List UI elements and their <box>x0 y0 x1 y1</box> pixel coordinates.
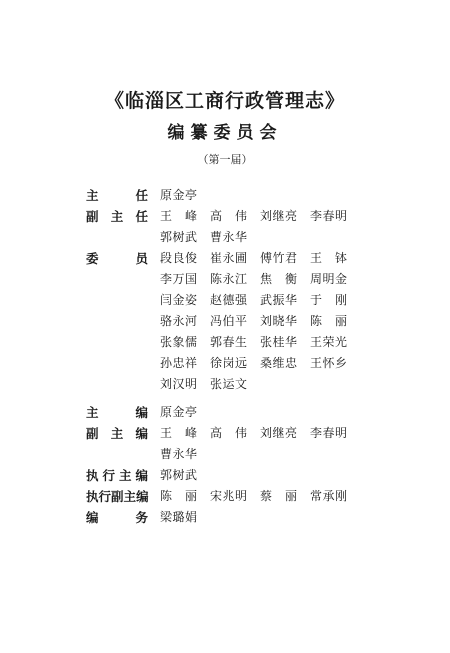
person-name: 梁璐娟 <box>160 510 198 524</box>
person-name: 傅竹君 <box>260 251 298 265</box>
role-char: 副 <box>111 489 124 504</box>
role-char: 主 <box>110 209 124 224</box>
person-name: 陈永江 <box>210 272 248 286</box>
person-name: 闫金姿 <box>160 293 198 307</box>
committee-name-list <box>160 206 380 248</box>
role-char: 编 <box>135 468 148 483</box>
role-char: 行 <box>98 489 112 504</box>
committee-role-label <box>86 248 148 269</box>
role-char: 务 <box>135 510 148 525</box>
role-char: 主 <box>86 188 99 203</box>
role-char: 编 <box>135 426 148 441</box>
editorial-role-label <box>86 486 148 507</box>
person-name: 蔡 丽 <box>260 489 298 503</box>
person-name: 桑维忠 <box>260 356 298 370</box>
book-title: 《临淄区工商行政管理志》 <box>104 90 345 112</box>
person-name: 王怀乡 <box>310 356 348 370</box>
committee-role-label <box>86 185 148 206</box>
role-char: 主 <box>123 489 137 504</box>
person-name: 张桂华 <box>260 335 298 349</box>
person-name: 焦 衡 <box>260 272 298 286</box>
role-char: 任 <box>135 209 148 224</box>
role-char: 主 <box>110 426 124 441</box>
editorial-name-list <box>160 465 380 486</box>
person-name: 王 峰 <box>160 426 198 440</box>
person-name: 刘汉明 <box>160 377 198 391</box>
person-name: 于 刚 <box>310 293 348 307</box>
person-name: 宋兆明 <box>210 489 248 503</box>
role-char: 委 <box>86 251 99 266</box>
person-name: 崔永圃 <box>210 251 248 265</box>
editorial-name-list <box>160 486 380 507</box>
person-name: 陈 丽 <box>310 314 348 328</box>
committee-name-list <box>160 185 380 206</box>
person-name: 原金亭 <box>160 405 198 419</box>
editorial-role-label <box>86 507 148 528</box>
person-name: 孙忠祥 <box>160 356 198 370</box>
role-char: 编 <box>86 510 99 525</box>
role-char: 编 <box>136 489 149 504</box>
role-char: 行 <box>102 468 115 483</box>
person-name: 郭树武 <box>160 230 198 244</box>
person-name: 赵德强 <box>210 293 248 307</box>
person-name: 骆永河 <box>160 314 198 328</box>
editorial-name-list <box>160 507 380 528</box>
editorial-role-label <box>86 402 148 423</box>
role-char: 任 <box>135 188 148 203</box>
person-name: 常承刚 <box>310 489 348 503</box>
role-char: 执 <box>86 468 99 483</box>
edition-label: （第一届） <box>197 153 253 166</box>
editorial-name-list <box>160 402 380 423</box>
person-name: 高 伟 <box>210 209 248 223</box>
person-name: 李万国 <box>160 272 198 286</box>
role-char: 员 <box>135 251 148 266</box>
editorial-role-label <box>86 423 148 444</box>
person-name: 周明金 <box>310 272 348 286</box>
person-name: 王 钵 <box>310 251 348 265</box>
role-char: 主 <box>86 405 99 420</box>
role-char: 副 <box>86 209 99 224</box>
committee-role-label <box>86 206 148 227</box>
person-name: 郭春生 <box>210 335 248 349</box>
person-name: 王 峰 <box>160 209 198 223</box>
person-name: 高 伟 <box>210 426 248 440</box>
person-name: 原金亭 <box>160 188 198 202</box>
editorial-role-label <box>86 465 148 486</box>
person-name: 张运文 <box>210 377 248 391</box>
committee-name-list <box>160 248 380 395</box>
person-name: 郭树武 <box>160 468 198 482</box>
person-name: 曹永华 <box>160 447 198 461</box>
person-name: 曹永华 <box>210 230 248 244</box>
person-name: 刘继亮 <box>260 209 298 223</box>
person-name: 徐岗远 <box>210 356 248 370</box>
person-name: 陈 丽 <box>160 489 198 503</box>
person-name: 王荣光 <box>310 335 348 349</box>
role-char: 执 <box>86 489 99 504</box>
person-name: 张象儒 <box>160 335 198 349</box>
committee-heading: 编纂委员会 <box>167 123 283 143</box>
editorial-name-list <box>160 423 380 465</box>
role-char: 主 <box>118 468 132 483</box>
person-name: 武振华 <box>260 293 298 307</box>
role-char: 副 <box>86 426 99 441</box>
person-name: 段良俊 <box>160 251 198 265</box>
person-name: 冯伯平 <box>210 314 248 328</box>
role-char: 编 <box>135 405 148 420</box>
person-name: 刘晓华 <box>260 314 298 328</box>
person-name: 李春明 <box>310 426 348 440</box>
person-name: 刘继亮 <box>260 426 298 440</box>
person-name: 李春明 <box>310 209 348 223</box>
